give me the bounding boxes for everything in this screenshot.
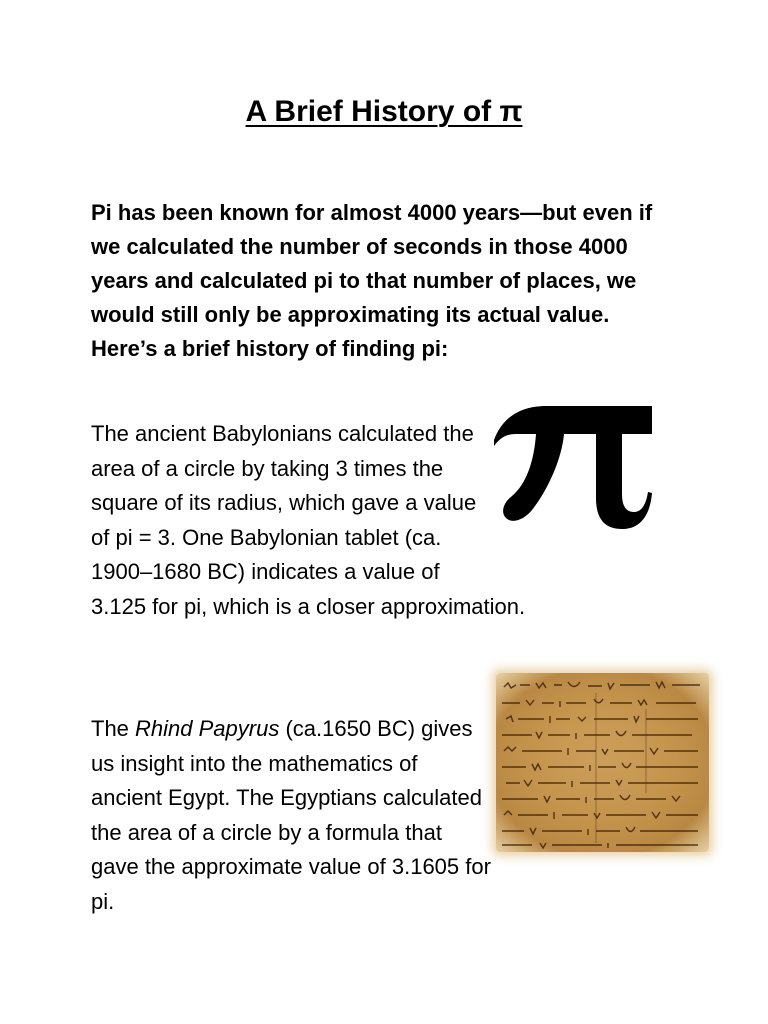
rhind-papyrus-name: Rhind Papyrus <box>135 716 280 741</box>
rhind-text: (ca.1650 BC) gives us insight into the mathematics of ancient Egypt. The Egyptians calculated the area of a circle by a formula that gave the approximate value of 3.1605 for pi. <box>91 716 491 914</box>
rhind-papyrus-image <box>496 673 709 852</box>
babylon-text: The ancient Babylonians calculated the area of a circle by taking 3 times the square of its radius, which gave a value of pi = 3. One Babylonian tablet (ca. 1900–1680 BC) indicates a value of 3.125 for pi, which is a closer approximation. <box>91 421 526 619</box>
rhind-prefix: The <box>91 716 136 741</box>
rhind-paragraph <box>91 712 491 919</box>
intro-paragraph: Pi has been known for almost 4000 years—but even if we calculated the number of seconds in those 4000 years and calculated pi to that number of places, we would still only be approximating its actual value. Here’s a brief history of finding pi: <box>91 200 653 361</box>
page-title: A Brief History of π <box>245 95 523 128</box>
pi-icon <box>476 398 656 533</box>
